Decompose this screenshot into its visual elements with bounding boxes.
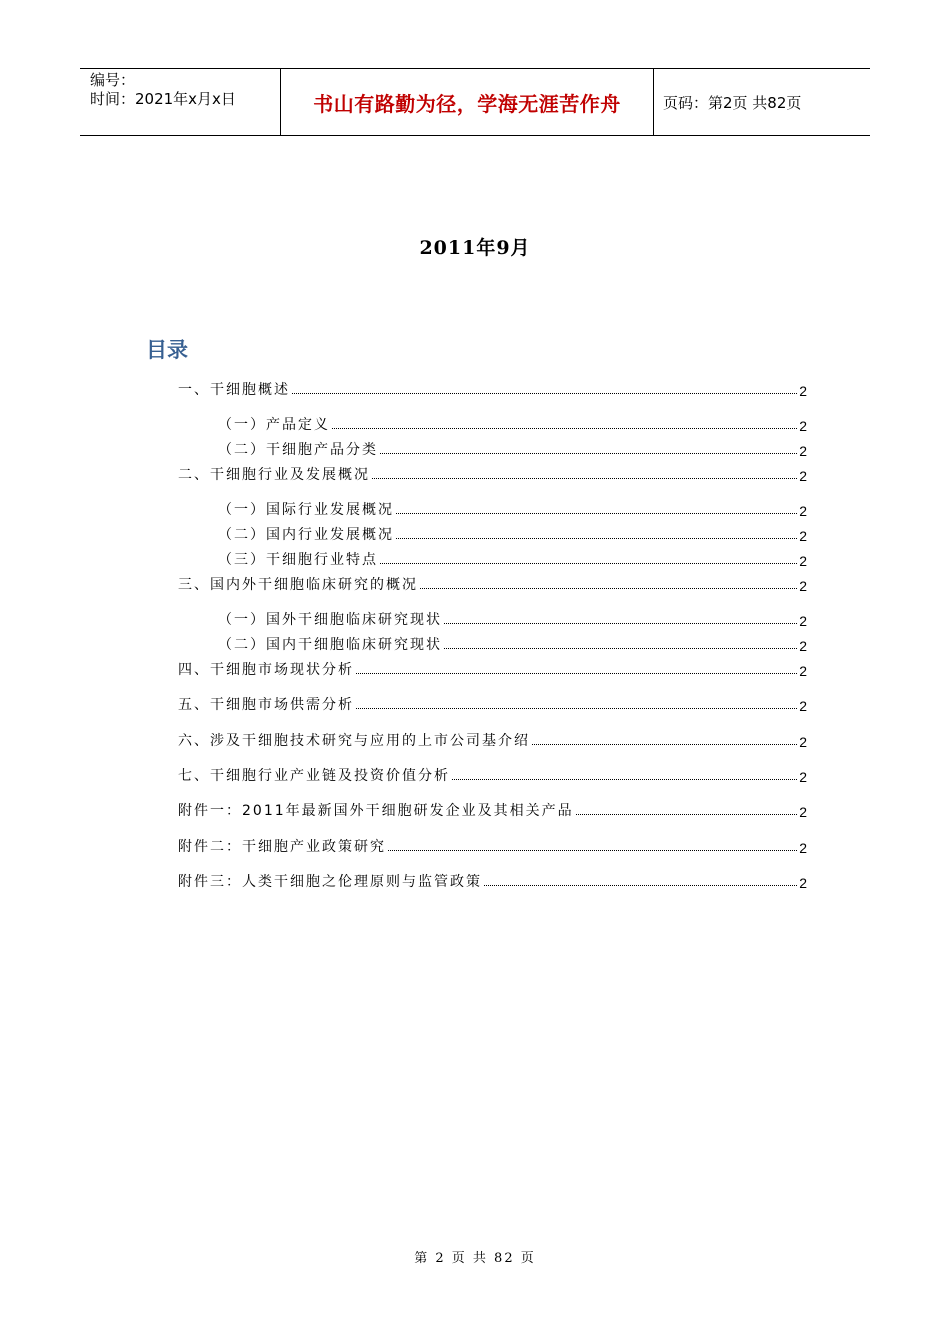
toc-entry[interactable] — [0, 836, 950, 856]
toc-entry-page: 2 — [799, 503, 807, 519]
toc-leader-dots — [292, 392, 797, 394]
toc-entry-title: 六、涉及干细胞技术研究与应用的上市公司基介绍 — [178, 733, 530, 749]
toc-entry-title: （一）国外干细胞临床研究现状 — [218, 612, 442, 628]
header-motto: 书山有路勤为径，学海无涯苦作舟 — [281, 69, 654, 135]
document-number-label: 编号： — [90, 71, 136, 89]
toc-entry-title: （二）国内干细胞临床研究现状 — [218, 637, 442, 653]
toc-leader-dots — [380, 562, 797, 564]
toc-entry-page: 2 — [799, 804, 807, 820]
toc-entry[interactable] — [0, 549, 950, 569]
toc-entry-page: 2 — [799, 443, 807, 459]
toc-entry-page: 2 — [799, 840, 807, 856]
toc-entry-page: 2 — [799, 769, 807, 785]
document-time-label: 时间：2021年x月x日 — [90, 90, 236, 108]
page-footer: 第 2 页 共 82 页 — [414, 1251, 536, 1266]
toc-entry-title: （一）国际行业发展概况 — [218, 502, 394, 518]
header-page-info: 页码：第2页 共82页 — [663, 93, 802, 112]
toc-leader-dots — [444, 647, 797, 649]
toc-leader-dots — [420, 587, 797, 589]
toc-entry-title: 附件一：2011年最新国外干细胞研发企业及其相关产品 — [178, 803, 574, 819]
toc-entry-page: 2 — [799, 698, 807, 714]
toc-entry[interactable] — [0, 379, 950, 399]
toc-entry[interactable] — [0, 439, 950, 459]
page-header — [80, 68, 870, 136]
toc-entry-page: 2 — [799, 578, 807, 594]
toc-entry-page: 2 — [799, 418, 807, 434]
toc-entry[interactable] — [0, 871, 950, 891]
toc-leader-dots — [396, 537, 797, 539]
toc-entry-title: 四、干细胞市场现状分析 — [178, 662, 354, 678]
toc-leader-dots — [484, 884, 797, 886]
toc-entry-title: （二）干细胞产品分类 — [218, 442, 378, 458]
toc-entry[interactable] — [0, 609, 950, 629]
toc-leader-dots — [356, 672, 797, 674]
toc-entry[interactable] — [0, 659, 950, 679]
toc-entry-title: 七、干细胞行业产业链及投资价值分析 — [178, 768, 450, 784]
toc-leader-dots — [372, 477, 797, 479]
toc-entry-page: 2 — [799, 734, 807, 750]
toc-leader-dots — [444, 622, 797, 624]
toc-entry[interactable] — [0, 800, 950, 820]
toc-entry[interactable] — [0, 765, 950, 785]
toc-entry-title: 二、干细胞行业及发展概况 — [178, 467, 370, 483]
toc-entry[interactable] — [0, 730, 950, 750]
toc-entry-page: 2 — [799, 638, 807, 654]
toc-leader-dots — [332, 427, 797, 429]
toc-entry-page: 2 — [799, 553, 807, 569]
toc-entry[interactable] — [0, 499, 950, 519]
toc-entry-page: 2 — [799, 383, 807, 399]
toc-entry-title: 五、干细胞市场供需分析 — [178, 697, 354, 713]
toc-entry[interactable] — [0, 694, 950, 714]
toc-entry-page: 2 — [799, 468, 807, 484]
toc-leader-dots — [576, 813, 798, 815]
toc-entry-title: 三、国内外干细胞临床研究的概况 — [178, 577, 418, 593]
toc-entry-title: （一）产品定义 — [218, 417, 330, 433]
toc-entry-page: 2 — [799, 663, 807, 679]
toc-entry-title: （三）干细胞行业特点 — [218, 552, 378, 568]
toc-entry-title: （二）国内行业发展概况 — [218, 527, 394, 543]
toc-leader-dots — [388, 849, 797, 851]
toc-entry-title: 附件二：干细胞产业政策研究 — [178, 839, 386, 855]
toc-leader-dots — [380, 452, 797, 454]
toc-leader-dots — [356, 707, 797, 709]
toc-entry-page: 2 — [799, 528, 807, 544]
toc-entry[interactable] — [0, 414, 950, 434]
toc-leader-dots — [532, 743, 797, 745]
toc-entry-page: 2 — [799, 613, 807, 629]
toc-leader-dots — [396, 512, 797, 514]
toc-entry-title: 附件三：人类干细胞之伦理原则与监管政策 — [178, 874, 482, 890]
toc-entry-page: 2 — [799, 875, 807, 891]
toc-leader-dots — [452, 778, 797, 780]
toc-entry-title: 一、干细胞概述 — [178, 382, 290, 398]
toc-entry[interactable] — [0, 574, 950, 594]
toc-heading: 目录 — [146, 338, 188, 362]
header-meta — [80, 69, 281, 135]
toc-entry[interactable] — [0, 634, 950, 654]
toc-entry[interactable] — [0, 524, 950, 544]
document-date-title: 2011年9月 — [419, 237, 531, 259]
toc-entry[interactable] — [0, 464, 950, 484]
